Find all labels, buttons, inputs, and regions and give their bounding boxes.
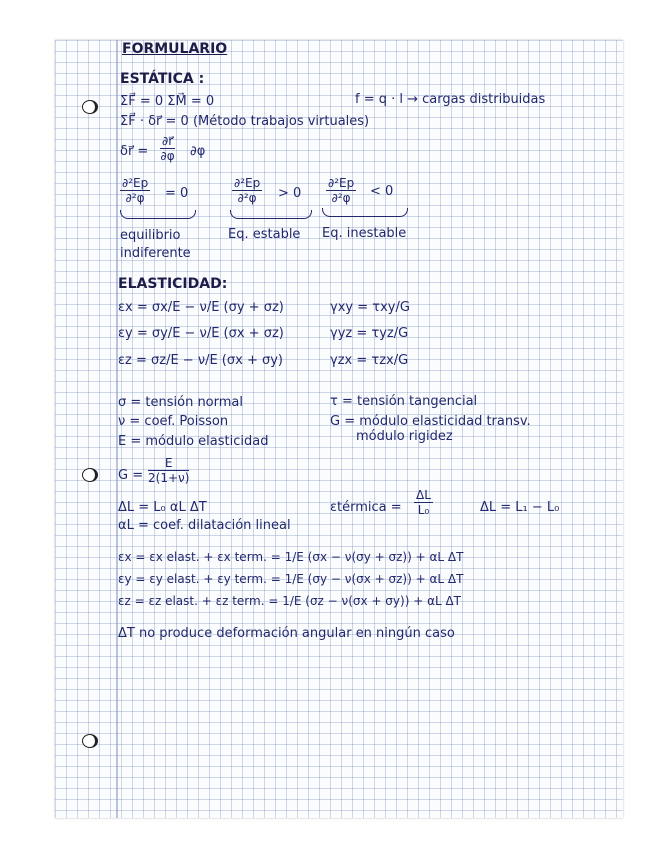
thermal-note: ΔT no produce deformación angular en ningún caso xyxy=(118,626,455,641)
label-stable: Eq. estable xyxy=(228,227,301,242)
virtual-work-equation: ΣF⃗ · δr⃗ = 0 (Método trabajos virtuales) xyxy=(120,114,370,129)
shear-modulus-lhs: G = xyxy=(118,468,144,483)
virtual-displacement-lhs: δr⃗ = xyxy=(120,144,149,159)
strain-x-equation: εx = σx/E − ν/E (σy + σz) xyxy=(118,300,284,315)
binder-hole-icon xyxy=(82,468,98,482)
distributed-load-equation: f = q · l → cargas distribuidas xyxy=(355,92,546,107)
thermal-strain-fraction xyxy=(414,488,433,517)
fraction-numerator: E xyxy=(148,456,189,471)
fraction-denominator: ∂φ xyxy=(160,149,175,163)
virtual-displacement-fraction xyxy=(160,134,175,163)
fraction-denominator: ∂²φ xyxy=(331,191,351,205)
shear-strain-zx-equation: γzx = τzx/G xyxy=(330,353,409,368)
shear-strain-xy-equation: γxy = τxy/G xyxy=(330,300,410,315)
underbrace-stable xyxy=(230,210,312,219)
section-heading-estatica: ESTÁTICA : xyxy=(120,71,205,87)
fraction-numerator: ∂²Ep xyxy=(328,176,355,190)
fraction-numerator: ΔL xyxy=(416,488,431,502)
total-strain-z-equation: εz = εz elast. + εz term. = 1/E (σz − ν(σx + σy)) + αL ΔT xyxy=(118,594,462,608)
virtual-displacement-rhs: ∂φ xyxy=(190,144,206,159)
fraction-denominator: ∂²φ xyxy=(125,191,145,205)
definition-shear-modulus: G = módulo elasticidad transv. xyxy=(330,414,531,429)
total-strain-y-equation: εy = εy elast. + εy term. = 1/E (σy − ν(σx + σz)) + αL ΔT xyxy=(118,572,464,586)
condition-indifferent-fraction xyxy=(120,176,150,205)
binder-hole-icon xyxy=(82,734,98,748)
equilibrium-equation: ΣF⃗ = 0 ΣM⃗ = 0 xyxy=(120,94,215,109)
label-equilibrio: equilibrio xyxy=(120,228,181,243)
condition-unstable-relation: < 0 xyxy=(370,184,394,199)
fraction-numerator: ∂²Ep xyxy=(234,176,261,190)
shear-strain-yz-equation: γyz = τyz/G xyxy=(330,326,409,341)
margin-line xyxy=(116,40,118,818)
fraction-numerator: ∂²Ep xyxy=(122,176,149,190)
total-strain-x-equation: εx = εx elast. + εx term. = 1/E (σx − ν(σy + σz)) + αL ΔT xyxy=(118,550,464,564)
definition-poisson: ν = coef. Poisson xyxy=(118,414,229,429)
strain-z-equation: εz = σz/E − ν/E (σx + σy) xyxy=(118,353,283,368)
thermal-coefficient-definition: αL = coef. dilatación lineal xyxy=(118,518,291,533)
fraction-denominator: ∂²φ xyxy=(237,191,257,205)
fraction-numerator: ∂r⃗ xyxy=(162,134,174,148)
binder-hole-icon xyxy=(82,100,98,114)
condition-stable-fraction xyxy=(232,176,262,205)
fraction-denominator: 2(1+ν) xyxy=(148,471,190,485)
definition-elastic-modulus: E = módulo elasticidad xyxy=(118,434,269,449)
label-indiferente: indiferente xyxy=(120,246,191,261)
strain-y-equation: εy = σy/E − ν/E (σx + σz) xyxy=(118,326,284,341)
underbrace-indifferent xyxy=(120,210,196,219)
thermal-elongation-equation: ΔL = L₀ αL ΔT xyxy=(118,500,207,515)
elongation-definition: ΔL = L₁ − L₀ xyxy=(480,500,560,515)
label-unstable: Eq. inestable xyxy=(322,226,407,241)
condition-stable-relation: > 0 xyxy=(278,186,302,201)
underbrace-unstable xyxy=(322,208,408,217)
definition-sigma: σ = tensión normal xyxy=(118,395,243,410)
page-title: FORMULARIO xyxy=(122,41,228,57)
definition-rigidity-modulus: módulo rigidez xyxy=(356,429,453,444)
condition-unstable-fraction xyxy=(326,176,356,205)
condition-indifferent-relation: = 0 xyxy=(165,186,189,201)
section-heading-elasticidad: ELASTICIDAD: xyxy=(118,276,228,292)
fraction-denominator: L₀ xyxy=(417,503,430,517)
thermal-strain-lhs: εtérmica = xyxy=(330,500,402,515)
definition-tau: τ = tensión tangencial xyxy=(330,394,478,409)
shear-modulus-fraction xyxy=(148,456,189,485)
